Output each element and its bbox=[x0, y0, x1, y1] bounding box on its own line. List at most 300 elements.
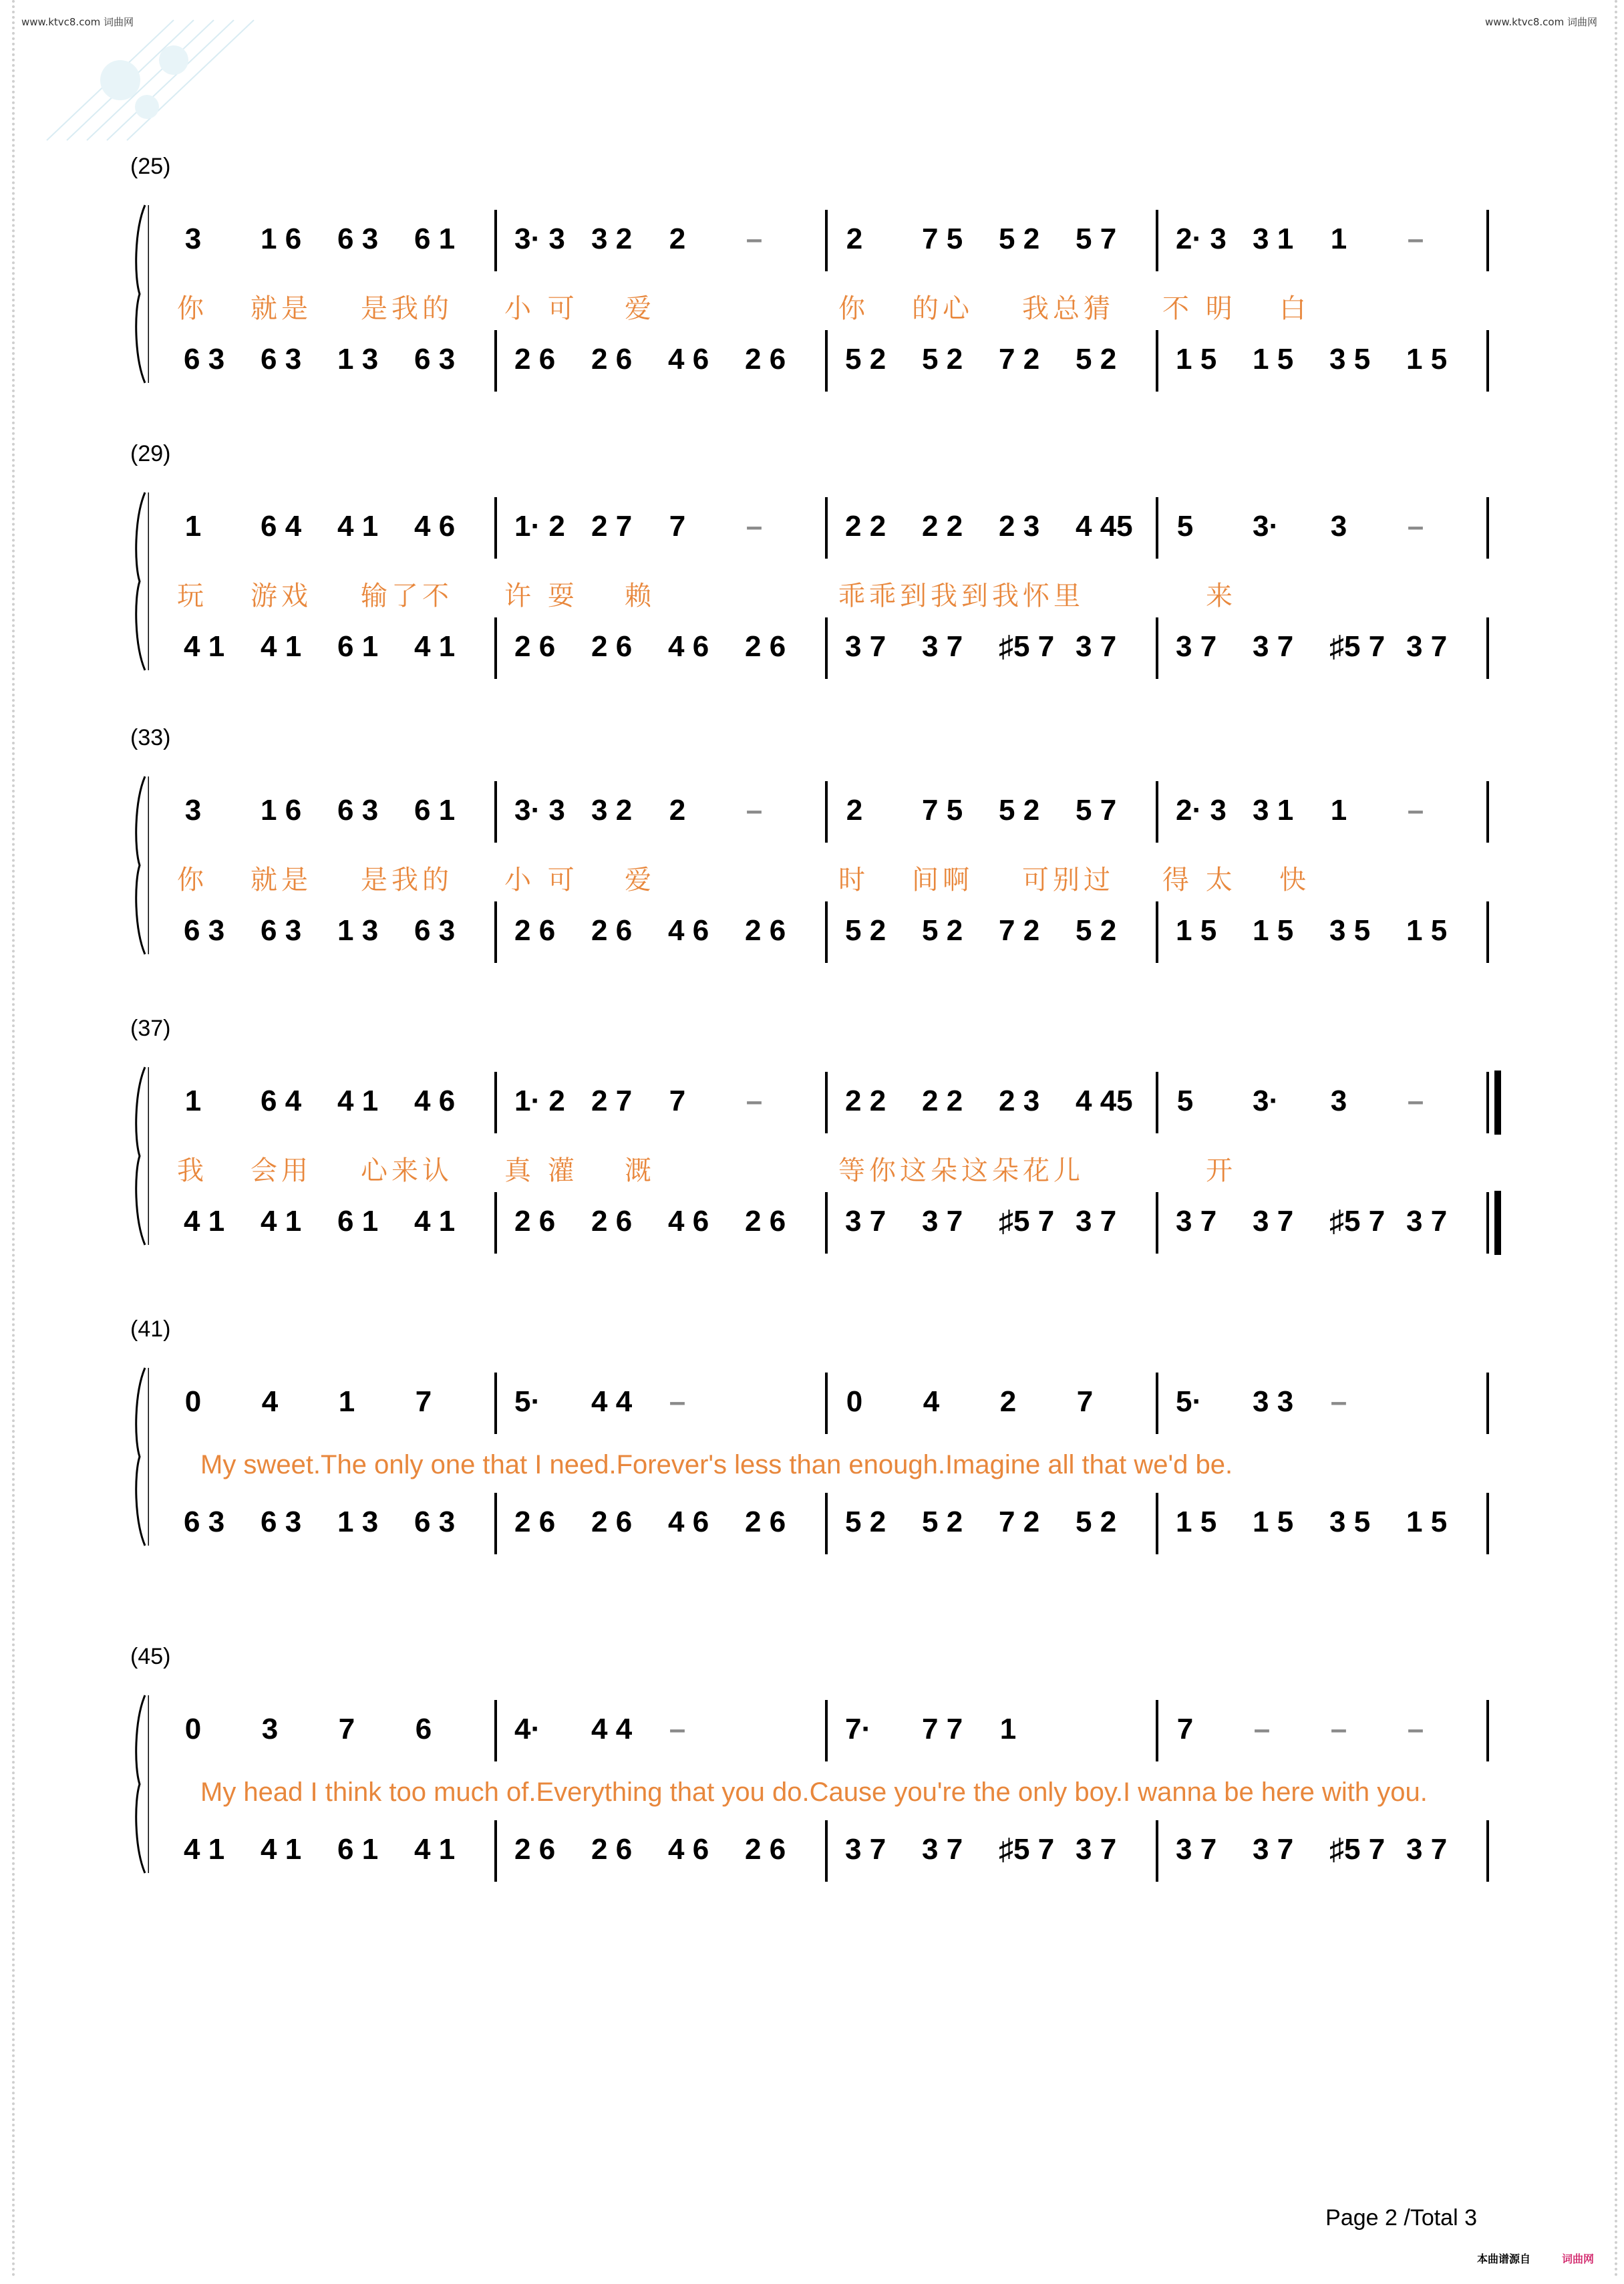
bass-measure bbox=[501, 1196, 832, 1250]
bass-note: 2 6 bbox=[591, 914, 633, 947]
melody-measure bbox=[501, 1377, 832, 1430]
lyric-text: 你 bbox=[177, 865, 208, 895]
melody-note: 7 bbox=[1176, 1713, 1194, 1745]
bass-note: 2 6 bbox=[745, 1506, 786, 1538]
bass-note: 4 1 bbox=[184, 1205, 225, 1238]
bass-note: 3 7 bbox=[845, 1205, 886, 1238]
bass-measure bbox=[170, 1824, 501, 1878]
score-system bbox=[130, 1644, 1493, 1898]
lyric-text: 得 太 bbox=[1162, 865, 1237, 895]
melody-measure bbox=[1162, 785, 1493, 839]
bass-note: 2 6 bbox=[745, 914, 786, 947]
melody-note: 1 bbox=[1330, 794, 1347, 827]
bass-note: 3 7 bbox=[1176, 1833, 1217, 1866]
bass-note: 3 7 bbox=[922, 1205, 963, 1238]
bass-measure bbox=[832, 334, 1162, 388]
melody-note: – bbox=[1407, 1713, 1424, 1745]
melody-note: 4 bbox=[261, 1385, 279, 1418]
bar-line bbox=[494, 1373, 497, 1434]
bar-line bbox=[1486, 617, 1489, 679]
bass-note: 4 1 bbox=[414, 1833, 456, 1866]
lyric-text: 乖乖到我到我怀里 bbox=[838, 581, 1084, 611]
melody-note: 6 3 bbox=[337, 794, 379, 827]
bar-line bbox=[1486, 497, 1489, 559]
bass-note: 3 7 bbox=[1076, 1205, 1117, 1238]
bass-note: ♯5 7 bbox=[1329, 1833, 1386, 1866]
bass-note: 3 7 bbox=[1076, 1833, 1117, 1866]
system-brace bbox=[130, 491, 149, 672]
melody-note: 1 6 bbox=[261, 223, 302, 255]
bass-note: 2 6 bbox=[591, 630, 633, 663]
melody-note: – bbox=[1407, 1085, 1424, 1117]
lyric-text: 许 耍 bbox=[504, 581, 579, 611]
bass-note: 3 7 bbox=[922, 630, 963, 663]
bar-line bbox=[1156, 1493, 1158, 1554]
system-brace bbox=[130, 1694, 149, 1874]
melody-note: 4 bbox=[923, 1385, 940, 1418]
bar-line bbox=[825, 497, 828, 559]
repeat-end-bar bbox=[1494, 1191, 1501, 1255]
bar-line bbox=[1486, 1373, 1489, 1434]
bass-note: ♯5 7 bbox=[999, 1833, 1055, 1866]
bass-note: 4 1 bbox=[184, 1833, 225, 1866]
lyric-text: 心来认 bbox=[361, 1155, 453, 1186]
melody-note: 3 bbox=[261, 1713, 279, 1745]
melody-note: 3 bbox=[1330, 1085, 1347, 1117]
melody-note: 1· 2 bbox=[514, 510, 565, 543]
lyric-text: 是我的 bbox=[361, 293, 453, 324]
bar-line bbox=[1156, 497, 1158, 559]
site-url-left: www.ktvc8.com 词曲网 bbox=[21, 16, 134, 28]
bass-note: 3 7 bbox=[845, 630, 886, 663]
melody-note: 1· 2 bbox=[514, 1085, 565, 1117]
melody-note: 6 1 bbox=[414, 223, 456, 255]
melody-note: – bbox=[746, 1085, 763, 1117]
bass-note: 4 6 bbox=[668, 630, 709, 663]
bass-measure bbox=[832, 621, 1162, 675]
melody-note: 6 bbox=[415, 1713, 432, 1745]
lyric-text: 爱 bbox=[625, 865, 655, 895]
melody-note: 2 3 bbox=[999, 510, 1040, 543]
bass-measure bbox=[832, 1824, 1162, 1878]
melody-note: – bbox=[746, 794, 763, 827]
lyric-text: 爱 bbox=[625, 293, 655, 324]
melody-measure bbox=[501, 214, 832, 267]
bass-measure bbox=[1162, 621, 1493, 675]
lyric-text: 小 可 bbox=[504, 865, 579, 895]
melody-note: 7 5 bbox=[922, 223, 963, 255]
bass-note: 1 5 bbox=[1406, 343, 1448, 376]
melody-note: 1 bbox=[1330, 223, 1347, 255]
bass-measure bbox=[832, 905, 1162, 959]
melody-measure bbox=[170, 1076, 501, 1129]
bass-note: 5 2 bbox=[1076, 1506, 1117, 1538]
lyric-text: 就是 bbox=[251, 293, 312, 324]
bass-note: 6 1 bbox=[337, 630, 379, 663]
melody-measure bbox=[832, 1377, 1162, 1430]
bar-line bbox=[1156, 210, 1158, 271]
bass-note: 6 3 bbox=[414, 343, 456, 376]
bass-note: 4 6 bbox=[668, 1833, 709, 1866]
bass-row bbox=[170, 1497, 1493, 1550]
melody-note: 6 3 bbox=[337, 223, 379, 255]
score-system bbox=[130, 1016, 1493, 1270]
bass-measure bbox=[832, 1196, 1162, 1250]
bass-note: 3 7 bbox=[1406, 630, 1448, 663]
bar-line bbox=[825, 1820, 828, 1882]
bass-note: ♯5 7 bbox=[999, 630, 1055, 663]
bar-line bbox=[1486, 1072, 1489, 1133]
bass-note: 2 6 bbox=[514, 1833, 556, 1866]
bass-measure bbox=[170, 334, 501, 388]
melody-note: 7 bbox=[415, 1385, 432, 1418]
bar-line bbox=[825, 330, 828, 392]
lyric-text: 快 bbox=[1279, 865, 1310, 895]
bass-note: 4 6 bbox=[668, 1205, 709, 1238]
bass-note: 6 3 bbox=[261, 914, 302, 947]
melody-note: 5 bbox=[1176, 510, 1194, 543]
bass-note: 3 5 bbox=[1329, 914, 1371, 947]
melody-note: 1 bbox=[184, 1085, 202, 1117]
lyric-text: 你 bbox=[838, 293, 869, 324]
melody-note: 2· 3 bbox=[1176, 794, 1227, 827]
melody-note: 5· bbox=[1176, 1385, 1202, 1418]
lyric-text: 可别过 bbox=[1022, 865, 1114, 895]
bass-note: 3 7 bbox=[1406, 1833, 1448, 1866]
bass-row bbox=[170, 905, 1493, 959]
bass-note: 6 3 bbox=[414, 1506, 456, 1538]
bass-note: 1 5 bbox=[1406, 914, 1448, 947]
melody-measure bbox=[501, 501, 832, 555]
measure-number: (37) bbox=[130, 1016, 171, 1041]
bass-note: 3 7 bbox=[1253, 1205, 1294, 1238]
lyric-text: 开 bbox=[1206, 1155, 1237, 1186]
bar-line bbox=[1156, 781, 1158, 843]
bass-note: 2 6 bbox=[591, 1205, 633, 1238]
bar-line bbox=[1156, 1820, 1158, 1882]
bar-line bbox=[494, 1820, 497, 1882]
bass-note: 4 6 bbox=[668, 343, 709, 376]
melody-note: 4 6 bbox=[414, 510, 456, 543]
lyric-text: 的心 bbox=[912, 293, 973, 324]
bass-note: 5 2 bbox=[922, 1506, 963, 1538]
bass-note: 3 7 bbox=[1253, 630, 1294, 663]
bar-line bbox=[1156, 1192, 1158, 1254]
bar-line bbox=[1156, 617, 1158, 679]
bar-line bbox=[1486, 1192, 1489, 1254]
bar-line bbox=[1486, 781, 1489, 843]
bass-note: 1 5 bbox=[1176, 1506, 1217, 1538]
bass-note: 7 2 bbox=[999, 914, 1040, 947]
bass-note: 2 6 bbox=[514, 1205, 556, 1238]
lyric-text: 赖 bbox=[625, 581, 655, 611]
lyrics-row bbox=[177, 575, 1486, 611]
bar-line bbox=[494, 210, 497, 271]
bass-row bbox=[170, 1196, 1493, 1250]
bar-line bbox=[825, 617, 828, 679]
melody-note: 2 2 bbox=[845, 1085, 886, 1117]
melody-measure bbox=[1162, 501, 1493, 555]
lyrics-row bbox=[177, 1149, 1486, 1185]
melody-measure bbox=[832, 1704, 1162, 1757]
melody-note: 5 7 bbox=[1076, 794, 1117, 827]
bass-note: 2 6 bbox=[745, 343, 786, 376]
bar-line bbox=[1156, 901, 1158, 963]
melody-row bbox=[170, 1076, 1493, 1129]
lyric-text: 会用 bbox=[251, 1155, 312, 1186]
bass-row bbox=[170, 621, 1493, 675]
melody-note: 3 2 bbox=[591, 794, 633, 827]
bass-note: 3 7 bbox=[1176, 1205, 1217, 1238]
bar-line bbox=[1156, 1373, 1158, 1434]
bass-note: 4 1 bbox=[261, 1205, 302, 1238]
lyric-text: 等你这朵这朵花儿 bbox=[838, 1155, 1084, 1186]
melody-note: 7 bbox=[669, 510, 686, 543]
bass-row bbox=[170, 334, 1493, 388]
bass-note: 4 6 bbox=[668, 1506, 709, 1538]
melody-note: 7 bbox=[669, 1085, 686, 1117]
lyric-text: 是我的 bbox=[361, 865, 453, 895]
system-brace bbox=[130, 204, 149, 384]
bass-note: 3 7 bbox=[1406, 1205, 1448, 1238]
bar-line bbox=[825, 1700, 828, 1761]
bass-note: 6 3 bbox=[414, 914, 456, 947]
bass-note: 1 5 bbox=[1176, 343, 1217, 376]
bass-note: 2 6 bbox=[514, 343, 556, 376]
lyric-text: 输了不 bbox=[361, 581, 453, 611]
melody-note: 6 4 bbox=[261, 1085, 302, 1117]
bar-line bbox=[825, 1493, 828, 1554]
melody-note: 5 2 bbox=[999, 794, 1040, 827]
melody-note: 5 bbox=[1176, 1085, 1194, 1117]
bass-note: 4 1 bbox=[184, 630, 225, 663]
melody-note: 5 2 bbox=[999, 223, 1040, 255]
score-system bbox=[130, 154, 1493, 408]
melody-row bbox=[170, 1377, 1493, 1430]
melody-note: 2 bbox=[999, 1385, 1017, 1418]
bass-note: 2 6 bbox=[591, 1833, 633, 1866]
melody-measure bbox=[832, 785, 1162, 839]
melody-note: 1 bbox=[338, 1385, 355, 1418]
bass-note: ♯5 7 bbox=[1329, 1205, 1386, 1238]
bass-note: 2 6 bbox=[591, 1506, 633, 1538]
melody-note: 6 4 bbox=[261, 510, 302, 543]
melody-note: 4 4 bbox=[591, 1385, 633, 1418]
bass-note: 4 6 bbox=[668, 914, 709, 947]
bass-note: 6 3 bbox=[184, 1506, 225, 1538]
bass-note: 1 3 bbox=[337, 914, 379, 947]
melody-note: – bbox=[1330, 1713, 1347, 1745]
bar-line bbox=[1156, 1072, 1158, 1133]
bar-line bbox=[494, 497, 497, 559]
footer-credit: 本曲谱源自 bbox=[1476, 2253, 1530, 2265]
bass-note: 2 6 bbox=[514, 1506, 556, 1538]
bar-line bbox=[494, 781, 497, 843]
melody-note: – bbox=[746, 510, 763, 543]
bass-note: 4 1 bbox=[261, 630, 302, 663]
bass-note: 3 7 bbox=[1176, 630, 1217, 663]
melody-measure bbox=[170, 501, 501, 555]
melody-measure bbox=[170, 1377, 501, 1430]
bar-line bbox=[1486, 210, 1489, 271]
bass-note: 7 2 bbox=[999, 343, 1040, 376]
melody-note: 2 2 bbox=[922, 510, 963, 543]
bar-line bbox=[1156, 330, 1158, 392]
bass-note: 6 3 bbox=[261, 1506, 302, 1538]
lyric-text: 我 bbox=[177, 1155, 208, 1186]
melody-note: 6 1 bbox=[414, 794, 456, 827]
melody-measure bbox=[170, 214, 501, 267]
score-system bbox=[130, 1316, 1493, 1570]
lyric-text: 小 可 bbox=[504, 293, 579, 324]
bass-note: 1 5 bbox=[1253, 1506, 1294, 1538]
english-lyrics: My head I think too much of.Everything that you do.Cause you're the only boy.I wanna be here with you. bbox=[200, 1777, 1428, 1807]
melody-note: – bbox=[1407, 510, 1424, 543]
melody-note: – bbox=[1407, 223, 1424, 255]
score-system bbox=[130, 725, 1493, 979]
bass-measure bbox=[170, 621, 501, 675]
melody-note: 4 45 bbox=[1076, 510, 1133, 543]
lyric-text: 就是 bbox=[251, 865, 312, 895]
melody-note: 2 bbox=[669, 223, 686, 255]
melody-note: 2· 3 bbox=[1176, 223, 1227, 255]
bar-line bbox=[1486, 1493, 1489, 1554]
bass-note: 3 5 bbox=[1329, 343, 1371, 376]
melody-note: 7 bbox=[338, 1713, 355, 1745]
melody-measure bbox=[501, 1076, 832, 1129]
bass-note: 6 3 bbox=[184, 914, 225, 947]
bar-line bbox=[494, 1700, 497, 1761]
system-brace bbox=[130, 1367, 149, 1547]
bar-line bbox=[494, 1493, 497, 1554]
lyric-text: 玩 bbox=[177, 581, 208, 611]
melody-note: – bbox=[669, 1385, 686, 1418]
melody-note: 4 6 bbox=[414, 1085, 456, 1117]
melody-note: 2 bbox=[846, 223, 863, 255]
measure-number: (29) bbox=[130, 441, 171, 466]
melody-note: 3· 3 bbox=[514, 794, 565, 827]
melody-note: 7· bbox=[845, 1713, 872, 1745]
bass-note: 5 2 bbox=[1076, 343, 1117, 376]
bar-line bbox=[494, 901, 497, 963]
melody-row bbox=[170, 785, 1493, 839]
melody-note: 2 3 bbox=[999, 1085, 1040, 1117]
bass-note: 3 7 bbox=[1076, 630, 1117, 663]
bass-note: 5 2 bbox=[845, 343, 886, 376]
system-brace bbox=[130, 1066, 149, 1246]
melody-note: 3· 3 bbox=[514, 223, 565, 255]
melody-measure bbox=[1162, 1377, 1493, 1430]
melody-note: 3· bbox=[1253, 1085, 1279, 1117]
bass-measure bbox=[1162, 1196, 1493, 1250]
bass-note: 6 1 bbox=[337, 1833, 379, 1866]
measure-number: (45) bbox=[130, 1644, 171, 1669]
bass-note: 6 3 bbox=[261, 343, 302, 376]
melody-note: – bbox=[1407, 794, 1424, 827]
melody-note: 4 1 bbox=[337, 510, 379, 543]
bass-note: 4 1 bbox=[414, 1205, 456, 1238]
watermark-decoration bbox=[40, 13, 281, 147]
bass-row bbox=[170, 1824, 1493, 1878]
melody-note: 3· bbox=[1253, 510, 1279, 543]
melody-note: 5 7 bbox=[1076, 223, 1117, 255]
bass-measure bbox=[170, 1196, 501, 1250]
bass-note: 3 7 bbox=[1253, 1833, 1294, 1866]
melody-row bbox=[170, 214, 1493, 267]
melody-note: – bbox=[746, 223, 763, 255]
melody-note: 7 5 bbox=[922, 794, 963, 827]
melody-note: 1 bbox=[184, 510, 202, 543]
lyric-text: 时 bbox=[838, 865, 869, 895]
bass-note: 5 2 bbox=[1076, 914, 1117, 947]
bass-measure bbox=[501, 1497, 832, 1550]
melody-note: 2 7 bbox=[591, 1085, 633, 1117]
melody-note: 0 bbox=[184, 1385, 202, 1418]
melody-note: – bbox=[1253, 1713, 1271, 1745]
page-indicator: Page 2 /Total 3 bbox=[1325, 2205, 1477, 2231]
lyric-text: 你 bbox=[177, 293, 208, 324]
bass-note: 2 6 bbox=[514, 914, 556, 947]
melody-note: 7 7 bbox=[922, 1713, 963, 1745]
melody-measure bbox=[1162, 214, 1493, 267]
bar-line bbox=[825, 1373, 828, 1434]
melody-measure bbox=[1162, 1076, 1493, 1129]
bar-line bbox=[494, 1072, 497, 1133]
lyric-text: 我总猜 bbox=[1022, 293, 1114, 324]
melody-note: 4 1 bbox=[337, 1085, 379, 1117]
bar-line bbox=[825, 901, 828, 963]
lyric-text: 不 明 bbox=[1162, 293, 1237, 324]
score-system bbox=[130, 441, 1493, 695]
measure-number: (41) bbox=[130, 1316, 171, 1342]
bass-measure bbox=[501, 621, 832, 675]
lyric-text: 间啊 bbox=[912, 865, 973, 895]
bass-note: 2 6 bbox=[745, 1833, 786, 1866]
bass-measure bbox=[1162, 1824, 1493, 1878]
bass-note: 6 3 bbox=[184, 343, 225, 376]
bar-line bbox=[1486, 330, 1489, 392]
lyric-text: 来 bbox=[1206, 581, 1237, 611]
bass-note: 6 1 bbox=[337, 1205, 379, 1238]
footer-brand: 词曲网 bbox=[1561, 2253, 1594, 2265]
melody-note: 2 2 bbox=[845, 510, 886, 543]
melody-note: 2 2 bbox=[922, 1085, 963, 1117]
lyric-text: 白 bbox=[1279, 293, 1310, 324]
melody-measure bbox=[832, 214, 1162, 267]
bass-note: 4 1 bbox=[414, 630, 456, 663]
bar-line bbox=[1156, 1700, 1158, 1761]
melody-note: 2 bbox=[669, 794, 686, 827]
bass-measure bbox=[170, 1497, 501, 1550]
bass-note: 7 2 bbox=[999, 1506, 1040, 1538]
melody-measure bbox=[1162, 1704, 1493, 1757]
melody-note: 3 3 bbox=[1253, 1385, 1294, 1418]
bass-note: 3 7 bbox=[922, 1833, 963, 1866]
melody-note: 1 6 bbox=[261, 794, 302, 827]
melody-note: 3 bbox=[1330, 510, 1347, 543]
bass-note: 5 2 bbox=[922, 343, 963, 376]
bass-note: ♯5 7 bbox=[1329, 630, 1386, 663]
melody-note: 5· bbox=[514, 1385, 541, 1418]
lyric-text: 真 灌 bbox=[504, 1155, 579, 1186]
bar-line bbox=[1486, 1820, 1489, 1882]
bar-line bbox=[825, 1192, 828, 1254]
melody-note: 1 bbox=[999, 1713, 1017, 1745]
melody-note: 3 bbox=[184, 794, 202, 827]
bass-measure bbox=[1162, 334, 1493, 388]
bass-note: 1 3 bbox=[337, 343, 379, 376]
melody-measure bbox=[170, 1704, 501, 1757]
